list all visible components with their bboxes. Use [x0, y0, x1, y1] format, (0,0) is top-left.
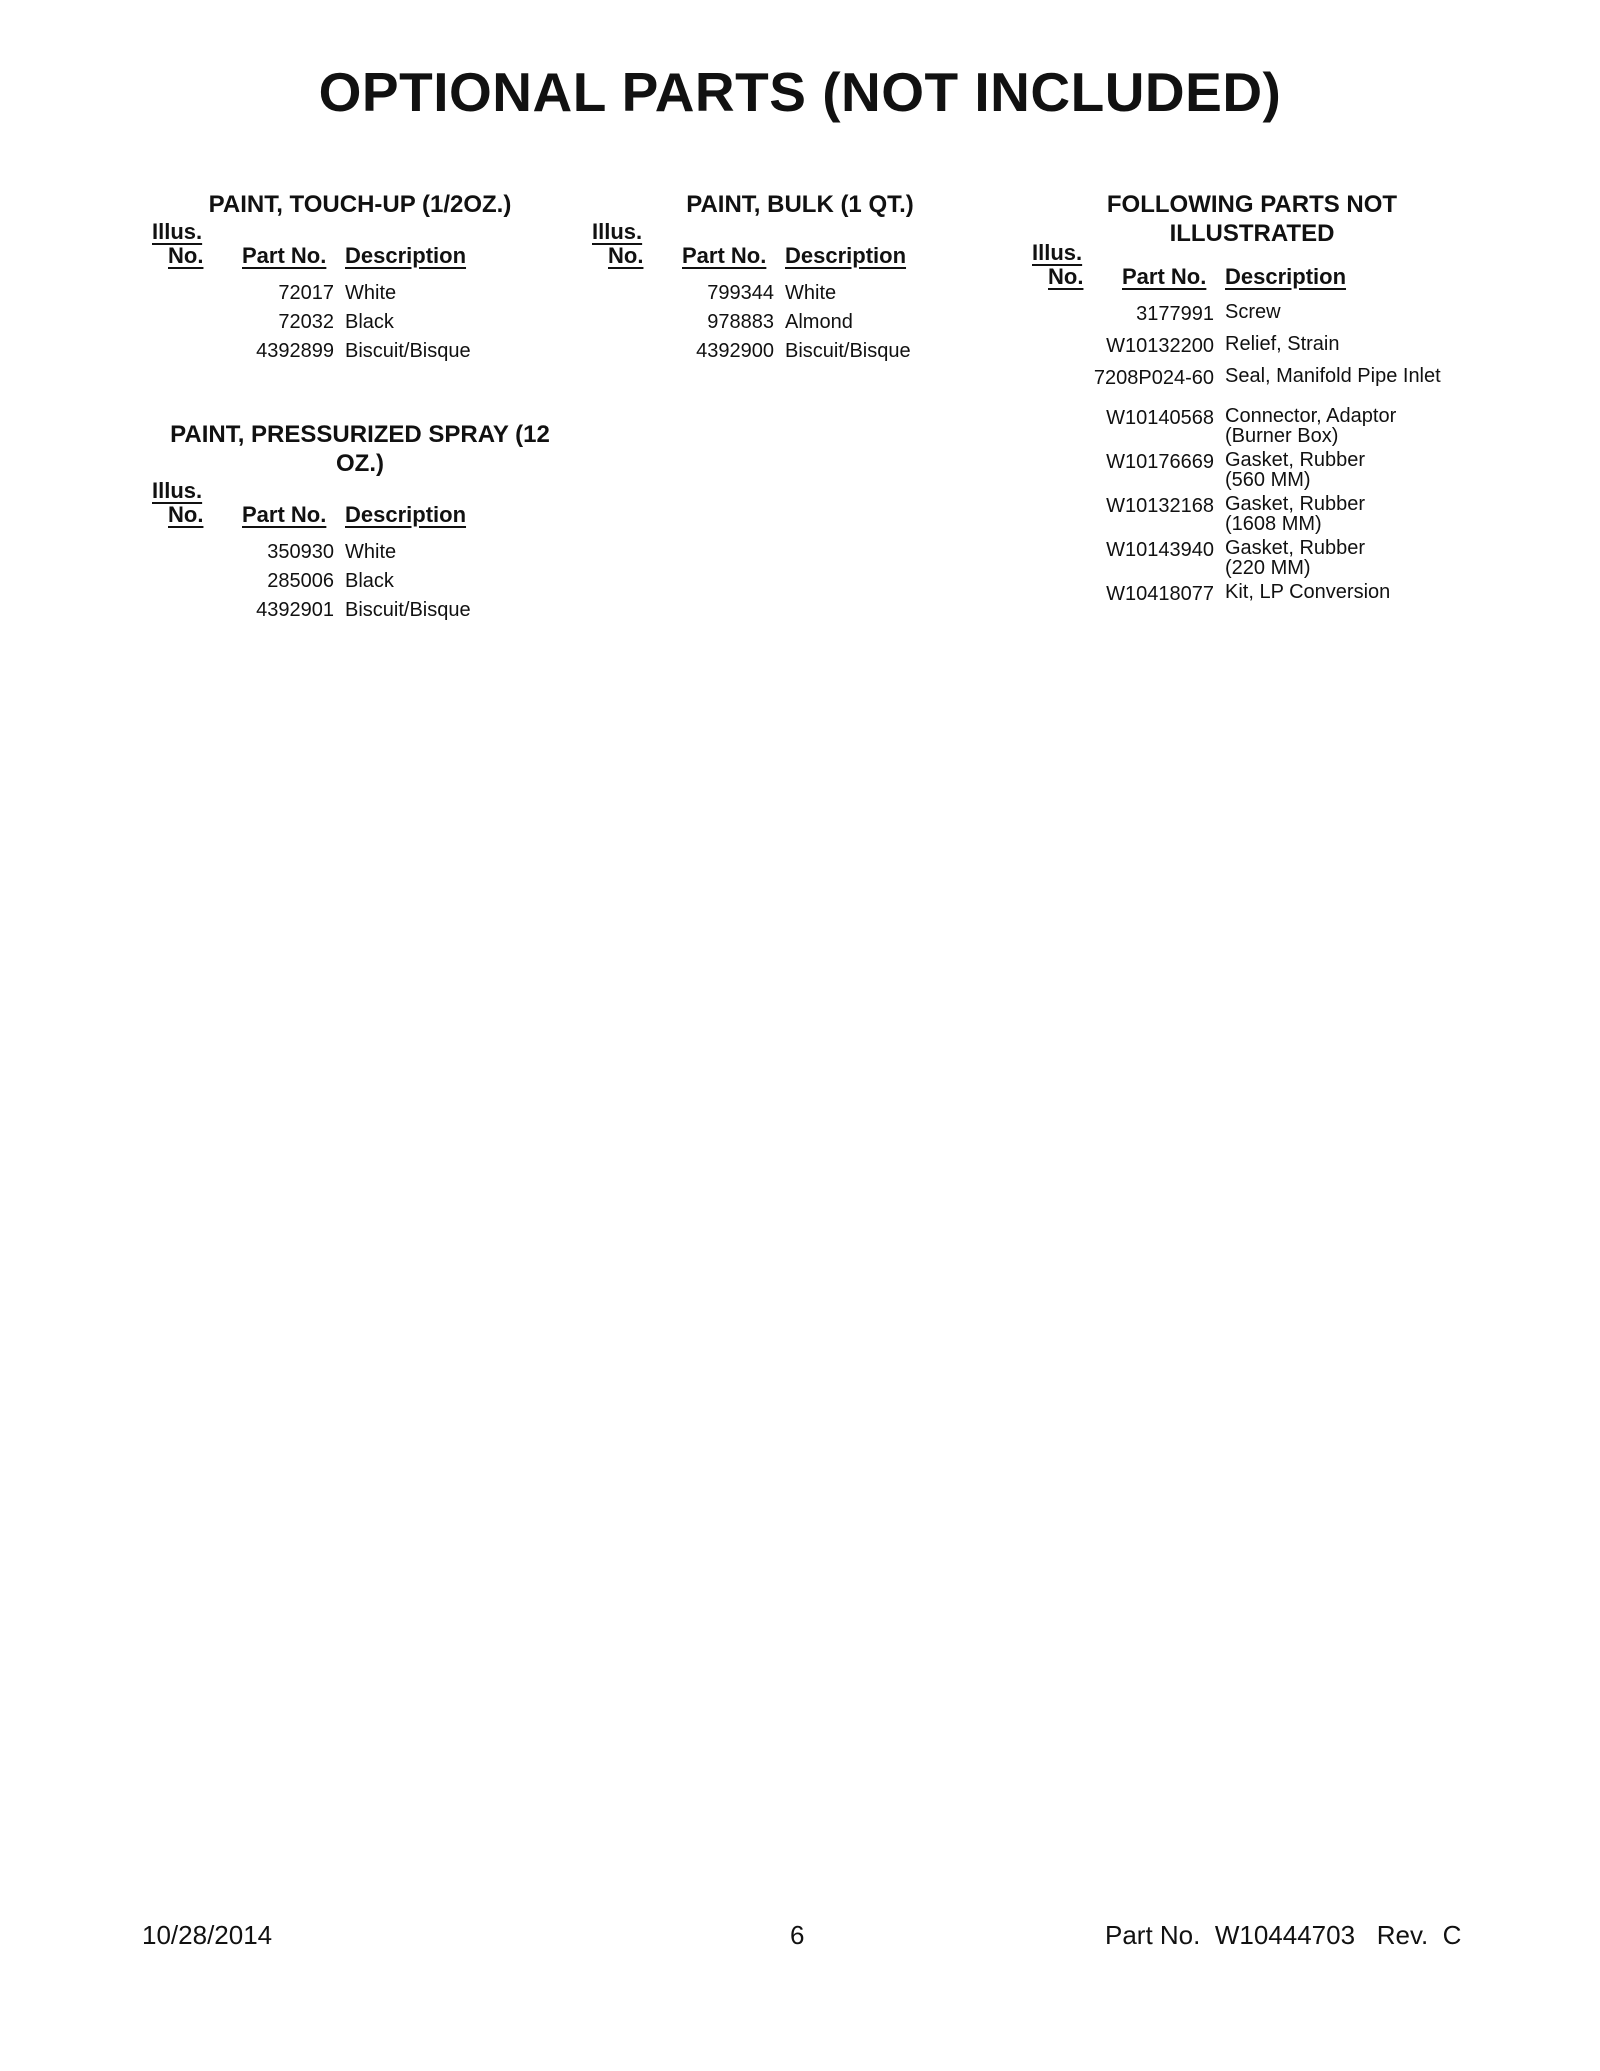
part-description: Gasket, Rubber (1608 MM)	[1225, 493, 1366, 535]
footer-date: 10/28/2014	[142, 1920, 273, 1950]
list-item	[1032, 406, 1407, 446]
part-description: Kit, LP Conversion	[1225, 581, 1391, 603]
section-title: PAINT, PRESSURIZED SPRAY (12 OZ.)	[170, 421, 550, 477]
column-header	[152, 478, 572, 528]
part-description: Gasket, Rubber (560 MM)	[1225, 449, 1366, 491]
part-number: W10132168	[1106, 495, 1214, 517]
list-item	[1032, 450, 1407, 490]
column-header	[592, 219, 1012, 269]
list-item	[152, 281, 572, 310]
part-description: White	[785, 282, 837, 304]
section-bulk	[592, 190, 1012, 368]
part-description: Connector, Adaptor (Burner Box)	[1225, 405, 1397, 447]
list-item	[592, 281, 1012, 310]
header-no: No.	[1048, 264, 1084, 289]
part-number: 72032	[278, 311, 334, 333]
part-number: W10132200	[1106, 335, 1214, 357]
list-item	[1032, 581, 1407, 605]
header-part-no: Part No.	[242, 243, 327, 268]
part-number: 4392899	[256, 340, 334, 362]
section-not-illustrated	[1032, 190, 1452, 606]
list-item	[1032, 538, 1407, 578]
section-title: PAINT, TOUCH-UP (1/2OZ.)	[208, 191, 512, 218]
header-no: No.	[168, 243, 204, 268]
section-touch-up	[152, 190, 572, 368]
parts-list	[1032, 301, 1452, 605]
header-illus: Illus.	[152, 478, 203, 503]
part-number: 799344	[707, 282, 774, 304]
part-description: Gasket, Rubber (220 MM)	[1225, 537, 1366, 579]
page-title: OPTIONAL PARTS (NOT INCLUDED)	[318, 61, 1282, 123]
list-item	[1032, 302, 1452, 330]
parts-list	[152, 281, 572, 368]
list-item	[1032, 494, 1407, 534]
header-part-no: Part No.	[682, 243, 767, 268]
part-description: White	[345, 282, 397, 304]
header-part-no: Part No.	[242, 502, 327, 527]
list-item	[152, 310, 572, 339]
header-no: No.	[168, 502, 204, 527]
list-item	[152, 569, 572, 598]
list-item	[1032, 334, 1452, 362]
list-item	[152, 540, 572, 569]
footer-page-number: 6	[790, 1920, 805, 1950]
parts-list	[152, 540, 572, 627]
part-number: 285006	[267, 570, 334, 592]
part-number: 4392901	[256, 599, 334, 621]
list-item	[152, 598, 572, 627]
header-description: Description	[345, 502, 467, 527]
list-item	[1032, 366, 1452, 402]
footer-part-number: Part No. W10444703 Rev. C	[1105, 1920, 1462, 1950]
section-title: FOLLOWING PARTS NOT ILLUSTRATED	[1106, 191, 1398, 247]
part-description: Seal, Manifold Pipe Inlet	[1225, 365, 1441, 387]
header-part-no: Part No.	[1122, 264, 1207, 289]
part-number: 3177991	[1136, 303, 1214, 325]
part-description: Black	[345, 570, 394, 592]
part-description: Almond	[785, 311, 853, 333]
part-description: Screw	[1225, 301, 1281, 323]
part-description: Biscuit/Bisque	[345, 599, 471, 621]
header-no: No.	[608, 243, 644, 268]
list-item	[152, 339, 572, 368]
part-number: W10140568	[1106, 407, 1214, 429]
part-description: Black	[345, 311, 394, 333]
list-item	[592, 339, 1012, 368]
part-number: W10176669	[1106, 451, 1214, 473]
part-description: Biscuit/Bisque	[785, 340, 911, 362]
section-title: PAINT, BULK (1 QT.)	[686, 191, 914, 218]
part-number: 72017	[278, 282, 334, 304]
header-description: Description	[1225, 264, 1347, 289]
header-illus: Illus.	[592, 219, 643, 244]
header-description: Description	[345, 243, 467, 268]
part-description: Relief, Strain	[1225, 333, 1340, 355]
part-number: 4392900	[696, 340, 774, 362]
list-item	[592, 310, 1012, 339]
parts-list	[592, 281, 1012, 368]
part-number: 350930	[267, 541, 334, 563]
part-number: 7208P024-60	[1093, 367, 1214, 389]
column-header	[152, 219, 572, 269]
part-number: W10418077	[1106, 583, 1214, 605]
section-pressurized-spray	[152, 420, 572, 627]
part-description: Biscuit/Bisque	[345, 340, 471, 362]
header-illus: Illus.	[152, 219, 203, 244]
header-description: Description	[785, 243, 907, 268]
part-number: W10143940	[1106, 539, 1214, 561]
column-header	[1032, 240, 1452, 290]
header-illus: Illus.	[1032, 240, 1083, 265]
part-number: 978883	[707, 311, 774, 333]
part-description: White	[345, 541, 397, 563]
